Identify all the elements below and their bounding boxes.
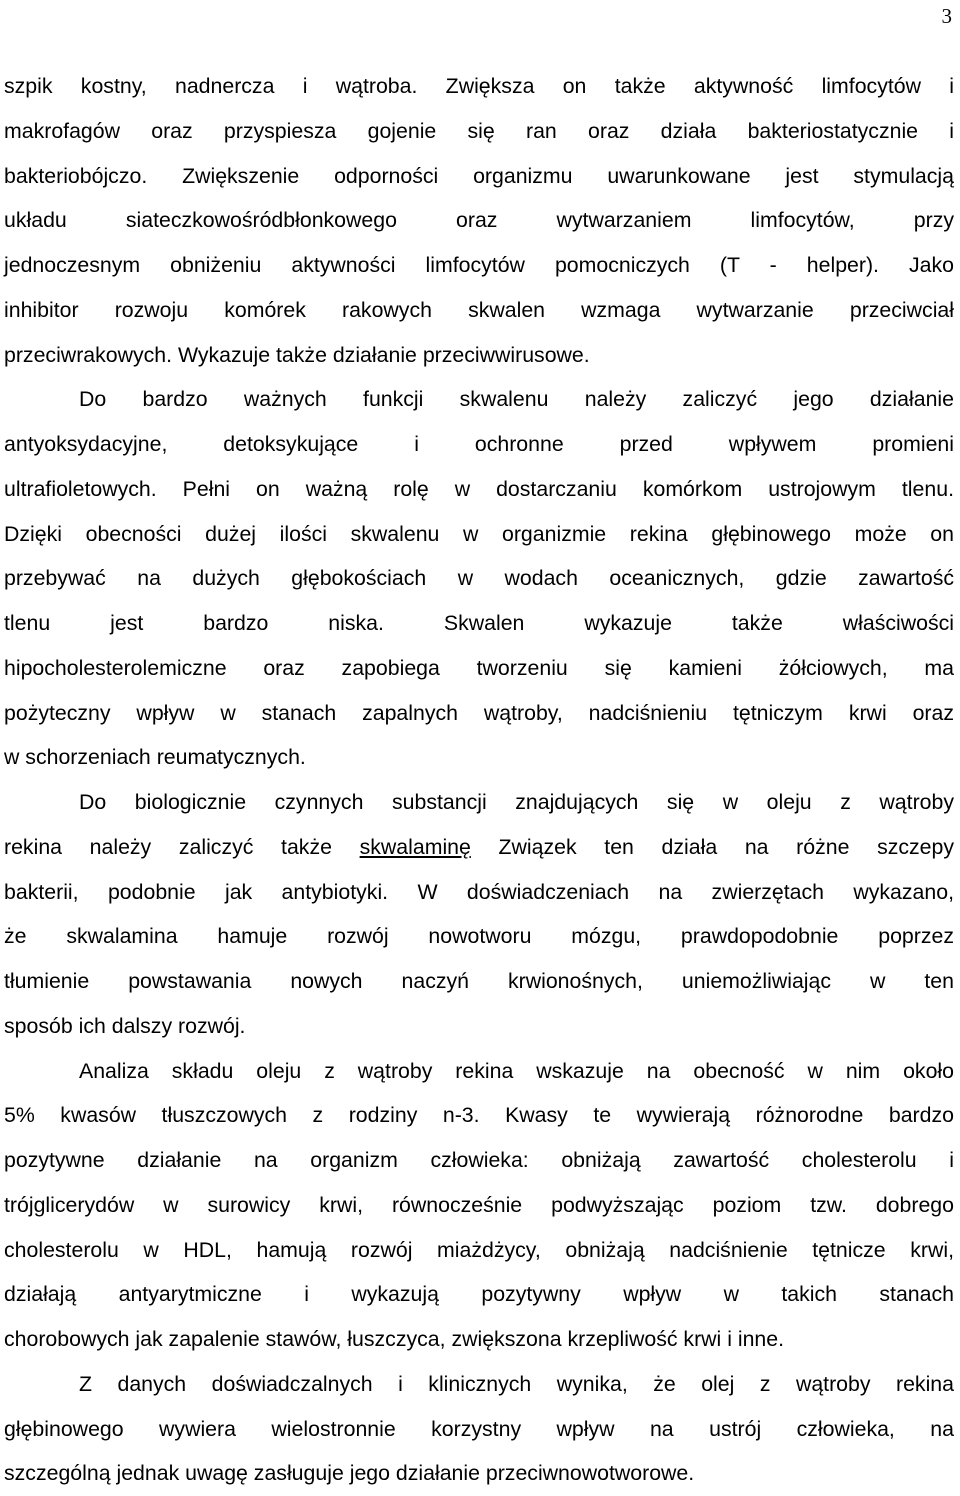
text-line-with-link bbox=[4, 825, 954, 870]
text-line: pożyteczny wpływ w stanach zapalnych wątroby, nadciśnieniu tętniczym krwi oraz bbox=[4, 700, 954, 725]
text-line: 5% kwasów tłuszczowych z rodziny n-3. Kwasy te wywierają różnorodne bardzo bbox=[4, 1103, 954, 1128]
text-line: antyoksydacyjne, detoksykujące i ochronne przed wpływem promieni bbox=[4, 432, 954, 456]
text-line: Dzięki obecności dużej ilości skwalenu w organizmie rekina głębinowego może on bbox=[4, 521, 954, 546]
body-text bbox=[4, 64, 954, 1496]
text-line: że skwalamina hamuje rozwój nowotworu mózgu, prawdopodobnie poprzez bbox=[4, 924, 954, 949]
text-line: jednoczesnym obniżeniu aktywności limfocytów pomocniczych (T - helper). Jako bbox=[4, 253, 954, 277]
text-line: inhibitor rozwoju komórek rakowych skwalen wzmaga wytwarzanie przeciwciał bbox=[4, 297, 954, 322]
text-line: chorobowych jak zapalenie stawów, łuszczyca, zwiększona krzepliwość krwi i inne. bbox=[4, 1327, 785, 1351]
text-line: Do biologicznie czynnych substancji znajdujących się w oleju z wątroby bbox=[79, 790, 954, 814]
text-line: hipocholesterolemiczne oraz zapobiega tworzeniu się kamieni żółciowych, ma bbox=[4, 655, 954, 680]
text-line: Do bardzo ważnych funkcji skwalenu należy zaliczyć jego działanie bbox=[79, 387, 954, 412]
text-line: Analiza składu oleju z wątroby rekina wskazuje na obecność w nim około bbox=[79, 1058, 954, 1083]
text-line: trójglicerydów w surowicy krwi, równocześnie podwyższając poziom tzw. dobrego bbox=[4, 1192, 954, 1217]
text-line: makrofagów oraz przyspiesza gojenie się ran oraz działa bakteriostatycznie i bbox=[4, 118, 954, 143]
text-line: przeciwrakowych. Wykazuje także działanie przeciwwirusowe. bbox=[4, 342, 590, 367]
text-line: tlenu jest bardzo niska. Skwalen wykazuje także właściwości bbox=[4, 611, 954, 635]
text-line: szczególną jednak uwagę zasługuje jego działanie przeciwnowotworowe. bbox=[4, 1461, 695, 1486]
text-fragment: rekina należy zaliczyć także bbox=[4, 834, 332, 859]
text-fragment: Związek ten działa na różne szczepy bbox=[498, 834, 954, 859]
text-line: bakterii, podobnie jak antybiotyki. W doświadczeniach na zwierzętach wykazano, bbox=[4, 879, 954, 904]
text-line: tłumienie powstawania nowych naczyń krwionośnych, uniemożliwiając w ten bbox=[4, 969, 954, 993]
text-line: głębinowego wywiera wielostronnie korzystny wpływ na ustrój człowieka, na bbox=[4, 1416, 954, 1441]
text-line: szpik kostny, nadnercza i wątroba. Zwiększa on także aktywność limfocytów i bbox=[4, 74, 954, 98]
text-line: cholesterolu w HDL, hamują rozwój miażdżycy, obniżają nadciśnienie tętnicze krwi, bbox=[4, 1237, 954, 1262]
page-number: 3 bbox=[941, 4, 952, 28]
text-line: Z danych doświadczalnych i klinicznych wynika, że olej z wątroby rekina bbox=[79, 1371, 954, 1396]
text-line: układu siateczkowośródbłonkowego oraz wytwarzaniem limfocytów, przy bbox=[4, 208, 954, 233]
text-line: przebywać na dużych głębokościach w wodach oceanicznych, gdzie zawartość bbox=[4, 566, 954, 591]
text-line: pozytywne działanie na organizm człowieka: obniżają zawartość cholesterolu i bbox=[4, 1148, 954, 1172]
skwalamina-link[interactable]: skwalaminę bbox=[359, 834, 471, 859]
text-line: bakteriobójczo. Zwiększenie odporności organizmu uwarunkowane jest stymulacją bbox=[4, 163, 954, 188]
text-line: sposób ich dalszy rozwój. bbox=[4, 1013, 246, 1038]
text-line: w schorzeniach reumatycznych. bbox=[4, 745, 306, 770]
text-line: działają antyarytmiczne i wykazują pozytywny wpływ w takich stanach bbox=[4, 1282, 954, 1307]
text-line: ultrafioletowych. Pełni on ważną rolę w dostarczaniu komórkom ustrojowym tlenu. bbox=[4, 476, 954, 501]
